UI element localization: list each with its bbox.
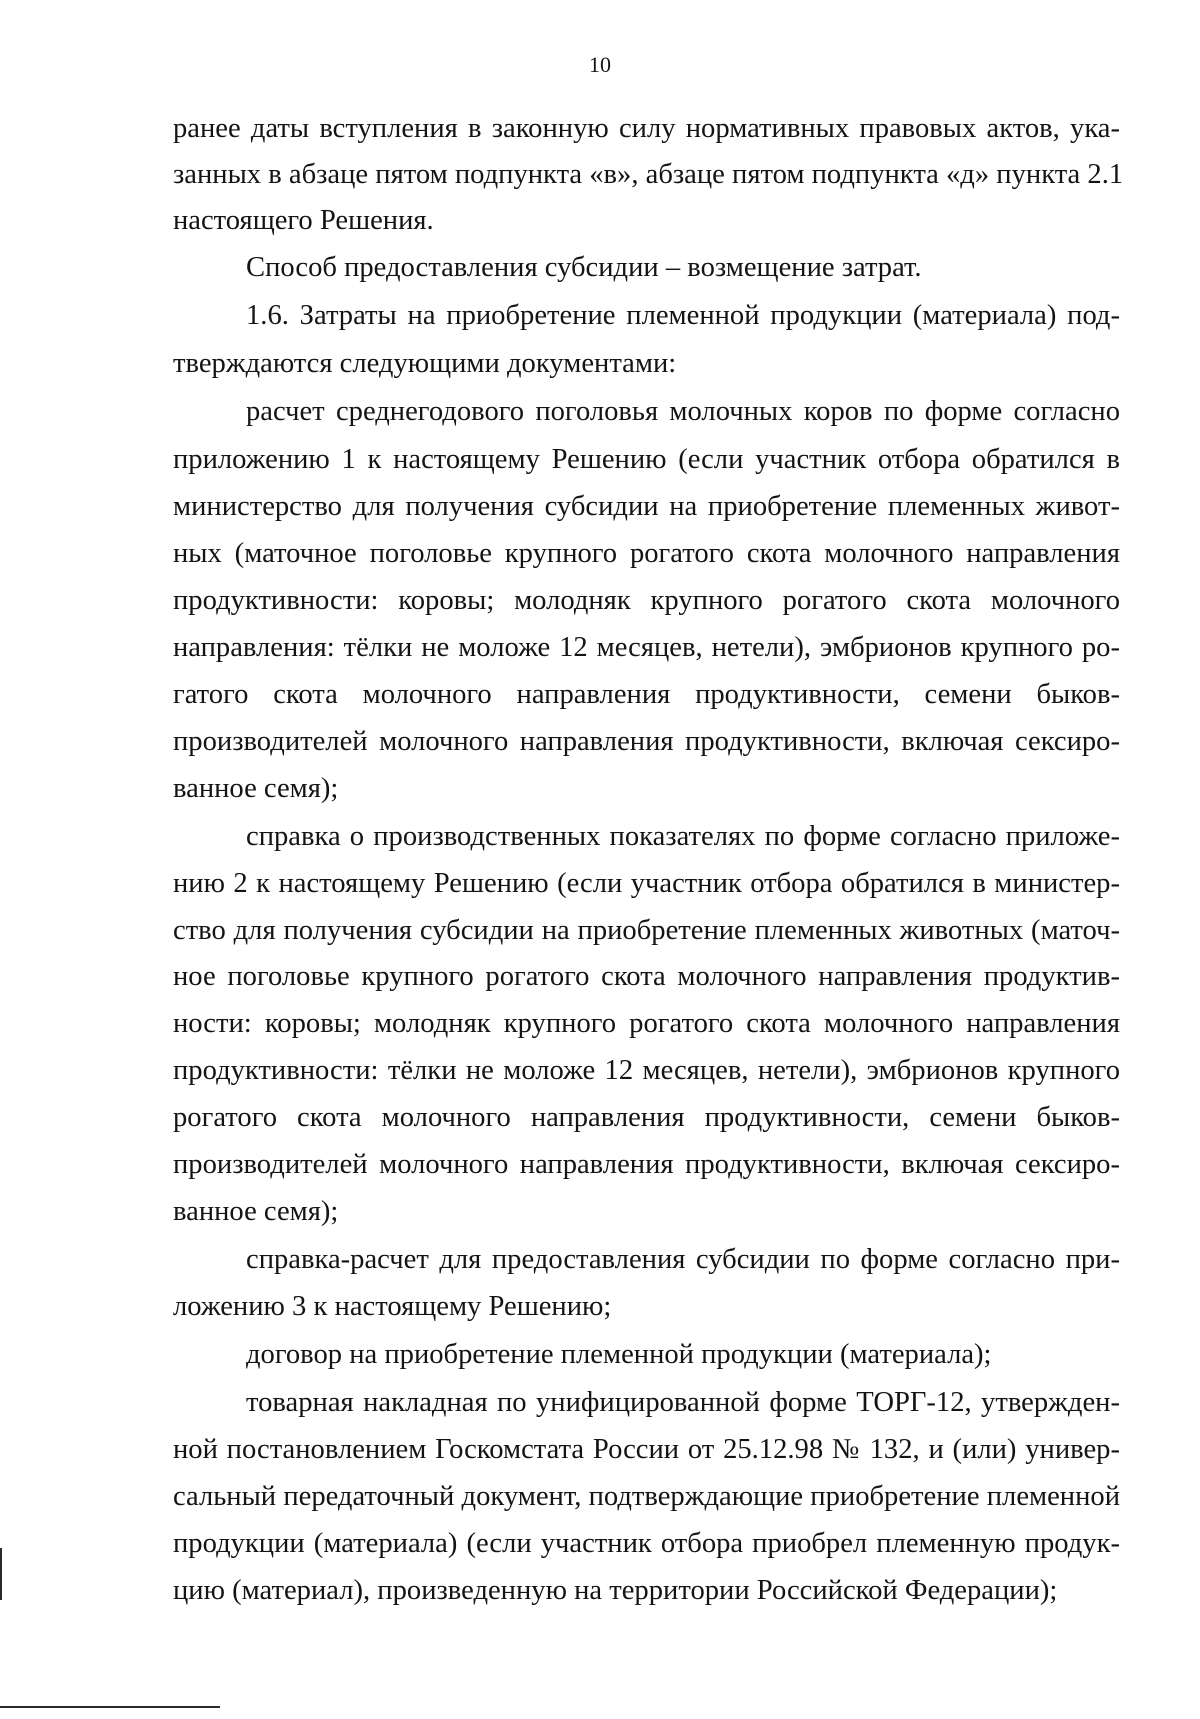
text-line: министерство для получения субсидии на приобретение племенных живот- [173, 491, 1120, 522]
text-line: расчет среднегодового поголовья молочных коров по форме согласно [246, 396, 1120, 427]
text-line: направления: тёлки не моложе 12 месяцев, нетели), эмбрионов крупного ро- [173, 632, 1120, 663]
text-line: производителей молочного направления продуктивности, включая сексиро- [173, 726, 1120, 757]
text-line: рогатого скота молочного направления продуктивности, семени быков- [173, 1102, 1120, 1133]
text-line: тверждаются следующими документами: [173, 348, 677, 379]
text-line: товарная накладная по унифицированной форме ТОРГ-12, утвержден- [246, 1387, 1120, 1418]
text-line: ности: коровы; молодняк крупного рогатого скота молочного направления [173, 1008, 1120, 1039]
text-line: справка-расчет для предоставления субсидии по форме согласно при- [246, 1244, 1120, 1275]
text-line: ной постановлением Госкомстата России от 25.12.98 № 132, и (или) универ- [173, 1434, 1120, 1465]
text-line: цию (материал), произведенную на территории Российской Федерации); [173, 1575, 1058, 1606]
text-line: 1.6. Затраты на приобретение племенной продукции (материала) под- [246, 300, 1120, 331]
text-line: нию 2 к настоящему Решению (если участник отбора обратился в министер- [173, 868, 1120, 899]
text-line: продуктивности: тёлки не моложе 12 месяцев, нетели), эмбрионов крупного [173, 1055, 1120, 1086]
scan-edge-mark [0, 1548, 2, 1600]
page-number: 10 [589, 52, 611, 77]
text-line: производителей молочного направления продуктивности, включая сексиро- [173, 1149, 1120, 1180]
text-line: ванное семя); [173, 1196, 339, 1227]
text-line: ранее даты вступления в законную силу нормативных правовых актов, ука- [173, 113, 1120, 144]
text-line: ство для получения субсидии на приобретение племенных животных (маточ- [173, 915, 1120, 946]
text-line: настоящего Решения. [173, 205, 434, 236]
text-line: ных (маточное поголовье крупного рогатого скота молочного направления [173, 538, 1120, 569]
text-line: приложению 1 к настоящему Решению (если участник отбора обратился в [173, 444, 1120, 475]
text-line: продуктивности: коровы; молодняк крупного рогатого скота молочного [173, 585, 1120, 616]
text-line: ложению 3 к настоящему Решению; [173, 1291, 612, 1322]
text-line: ванное семя); [173, 773, 339, 804]
scan-bottom-line [0, 1706, 220, 1708]
text-line: ное поголовье крупного рогатого скота молочного направления продуктив- [173, 961, 1120, 992]
text-line: Способ предоставления субсидии – возмещение затрат. [246, 252, 922, 283]
text-line: гатого скота молочного направления продуктивности, семени быков- [173, 679, 1120, 710]
text-line: занных в абзаце пятом подпункта «в», абзаце пятом подпункта «д» пункта 2.1 [173, 159, 1124, 190]
text-line: справка о производственных показателях по форме согласно приложе- [246, 821, 1120, 852]
text-line: продукции (материала) (если участник отбора приобрел племенную продук- [173, 1528, 1120, 1559]
text-line: договор на приобретение племенной продукции (материала); [246, 1339, 992, 1370]
text-line: сальный передаточный документ, подтверждающие приобретение племенной [173, 1481, 1120, 1512]
